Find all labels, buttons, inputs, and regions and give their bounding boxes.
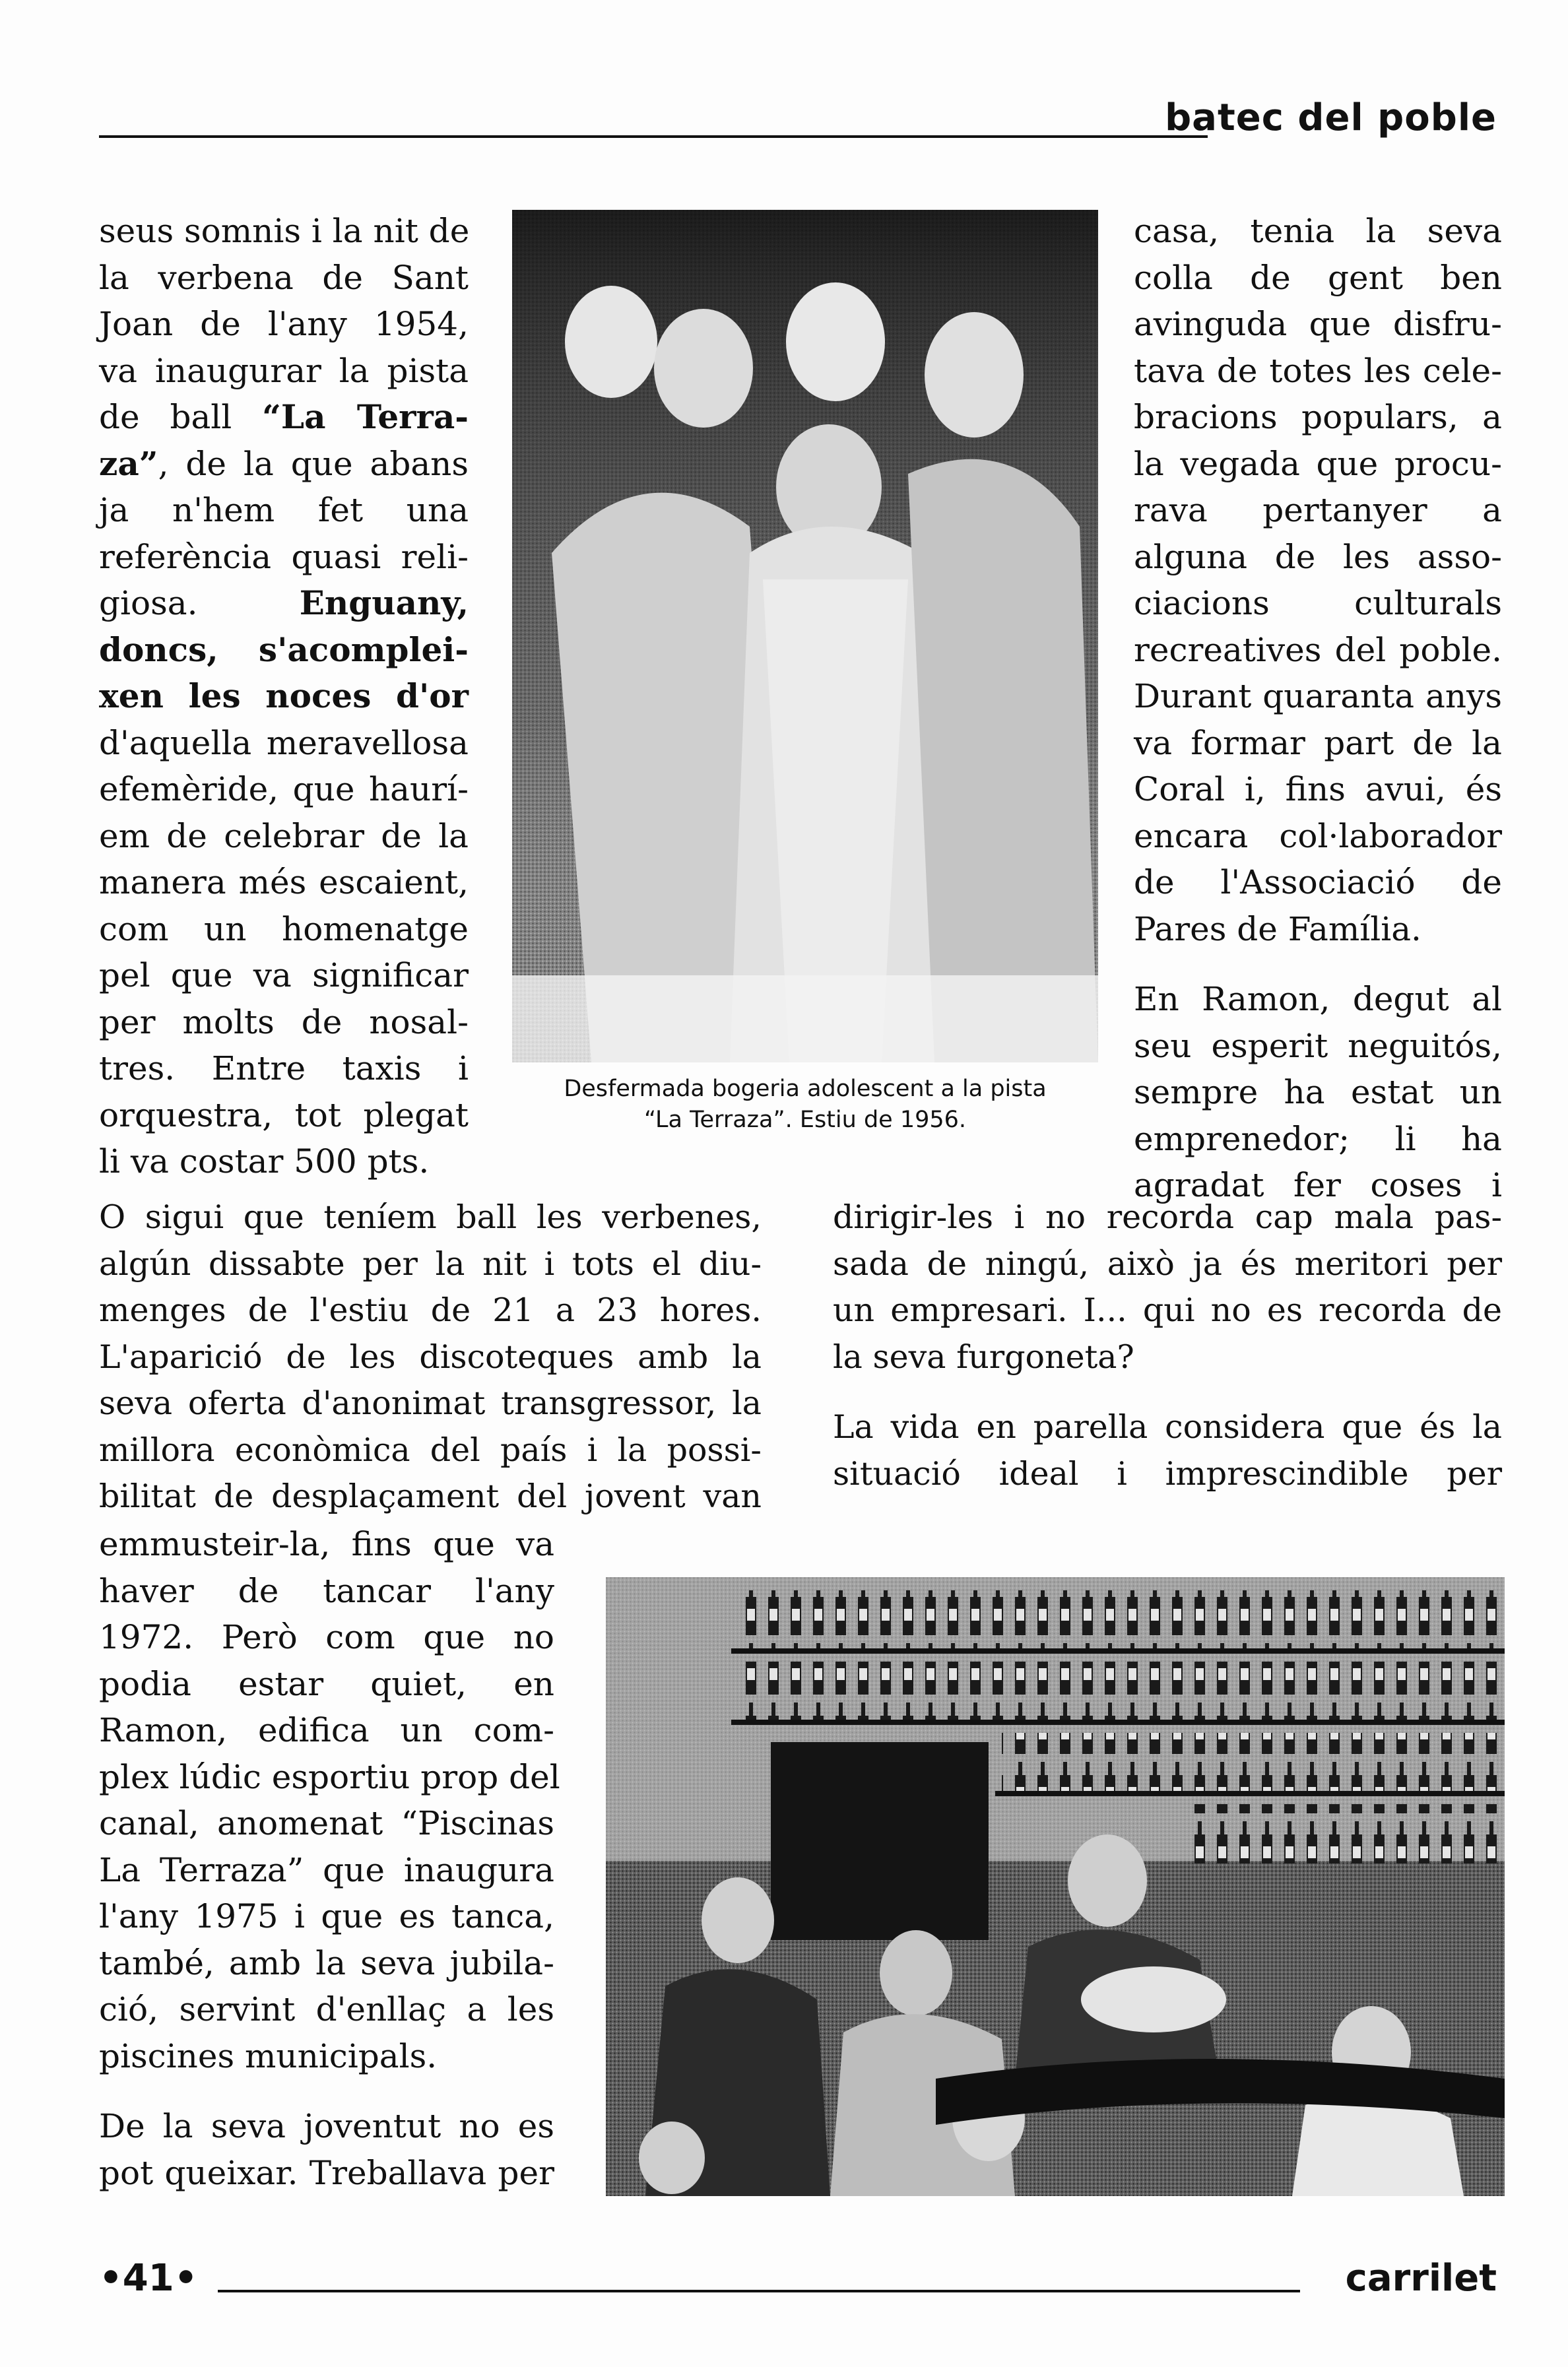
highlight-line: xen les noces d'or xyxy=(99,676,469,715)
text-line: algún dissabte per la nit i tots el diu- xyxy=(99,1245,762,1283)
text-line: En Ramon, degut al xyxy=(1134,980,1502,1018)
photo-bar-interior-image xyxy=(606,1577,1505,2196)
text-line: emprenedor; li ha xyxy=(1134,1119,1502,1158)
text-line: bracions populars, a xyxy=(1134,398,1502,436)
text-line: rava pertanyer a xyxy=(1134,491,1502,529)
text-line: va inaugurar la pista xyxy=(99,351,469,390)
text-column-left-bottom xyxy=(99,1521,560,2196)
magazine-name: carrilet xyxy=(1345,2257,1497,2300)
text-line: efemèride, que haurí- xyxy=(99,770,469,808)
text-line: com un homenatge xyxy=(99,909,469,948)
text-line: ja n'hem fet una xyxy=(99,491,469,529)
text-line xyxy=(99,580,469,627)
text-line: de l'Associació de xyxy=(1134,863,1502,901)
text-line: casa, tenia la seva xyxy=(1134,212,1502,250)
photo-dancing-youths xyxy=(512,210,1098,1062)
text-line: recreatives del poble. xyxy=(1134,630,1502,669)
text-line: seus somnis i la nit de xyxy=(99,212,470,250)
text-line: la vegada que procu- xyxy=(1134,444,1502,483)
caption-line: Desfermada bogeria adolescent a la pista xyxy=(564,1076,1047,1102)
text-line: ció, servint d'enllaç a les xyxy=(99,1990,554,2028)
footer-rule xyxy=(218,2290,1300,2292)
venue-name-bold: za” xyxy=(99,443,158,483)
text-line: dirigir-les i no recorda cap mala pas- xyxy=(833,1198,1502,1236)
text-column-right-mid xyxy=(833,1194,1502,1497)
text-line: la verbena de Sant xyxy=(99,258,469,297)
text-line: seva oferta d'anonimat transgressor, la xyxy=(99,1384,762,1422)
text-line: sempre ha estat un xyxy=(1134,1073,1502,1111)
text-line: referència quasi reli- xyxy=(99,537,469,576)
text-line: emmusteir-la, fins que va xyxy=(99,1525,554,1563)
text-line: menges de l'estiu de 21 a 23 hores. xyxy=(99,1291,762,1329)
text-line: va formar part de la xyxy=(1134,723,1502,762)
text-line: La vida en parella considera que és la xyxy=(833,1408,1502,1446)
text-line: 1972. Però com que no xyxy=(99,1618,554,1656)
photo-dancing-youths-image xyxy=(512,210,1098,1062)
text-line: colla de gent ben xyxy=(1134,258,1502,297)
text-line: Pares de Família. xyxy=(1134,909,1421,948)
text-column-right-top xyxy=(1134,208,1502,1209)
text-line: Ramon, edifica un com- xyxy=(99,1711,554,1749)
text-line: pel que va significar xyxy=(99,956,469,994)
text-line: alguna de les asso- xyxy=(1134,537,1502,576)
text-line: la seva furgoneta? xyxy=(833,1338,1134,1376)
text-line: situació ideal i imprescindible per xyxy=(833,1454,1502,1493)
text-line: piscines municipals. xyxy=(99,2036,438,2075)
text-line: Joan de l'any 1954, xyxy=(99,305,469,343)
text-line: L'aparició de les discoteques amb la xyxy=(99,1338,762,1376)
text-line: orquestra, tot plegat xyxy=(99,1095,469,1134)
paragraph-gap xyxy=(1134,952,1502,976)
text-line: De la seva joventut no es xyxy=(99,2107,554,2145)
text-line: bilitat de desplaçament del jovent van xyxy=(99,1477,762,1515)
text-line: d'aquella meravellosa xyxy=(99,723,469,762)
text-line: encara col·laborador xyxy=(1134,816,1502,855)
text-line: pot queixar. Treballava per xyxy=(99,2153,554,2192)
text-column-left-mid xyxy=(99,1194,762,1520)
text-line: La Terraza” que inaugura xyxy=(99,1850,554,1889)
page-number: •41• xyxy=(99,2257,198,2300)
text-line: sada de ningú, això ja és meritori per xyxy=(833,1245,1502,1283)
text-line: un empresari. I... qui no es recorda de xyxy=(833,1291,1502,1329)
text-line: agradat fer coses i xyxy=(1134,1166,1502,1204)
text-line: millora econòmica del país i la possi- xyxy=(99,1431,762,1469)
caption-line: “La Terraza”. Estiu de 1956. xyxy=(643,1107,967,1133)
text-line: Coral i, fins avui, és xyxy=(1134,770,1502,808)
text-line: em de celebrar de la xyxy=(99,816,469,855)
text-line: tres. Entre taxis i xyxy=(99,1049,469,1087)
highlight-bold: Enguany, xyxy=(299,583,469,622)
text-line: l'any 1975 i que es tanca, xyxy=(99,1897,554,1935)
text-line xyxy=(99,441,469,488)
paragraph-gap xyxy=(833,1380,1502,1404)
text-line: tava de totes les cele- xyxy=(1134,351,1502,390)
text-span: de ball xyxy=(99,398,232,436)
text-span: giosa. xyxy=(99,584,198,622)
text-line: per molts de nosal- xyxy=(99,1002,469,1041)
highlight-line: doncs, s'acomplei- xyxy=(99,630,469,669)
text-line: Durant quaranta anys xyxy=(1134,677,1502,715)
text-line: canal, anomenat “Piscinas xyxy=(99,1804,554,1842)
text-line: també, amb la seva jubila- xyxy=(99,1943,554,1982)
text-line: O sigui que teníem ball les verbenes, xyxy=(99,1198,762,1236)
text-line: haver de tancar l'any xyxy=(99,1571,554,1610)
venue-name-bold: “La Terra- xyxy=(262,397,469,436)
header-rule xyxy=(99,135,1208,138)
text-column-left-top xyxy=(99,208,469,1185)
text-span: , de la que abans xyxy=(158,444,469,483)
paragraph-gap xyxy=(99,2079,554,2103)
text-line: avinguda que disfru- xyxy=(1134,305,1502,343)
text-line: podia estar quiet, en xyxy=(99,1664,554,1703)
photo-caption xyxy=(475,1074,1135,1136)
text-line: ciacions culturals xyxy=(1134,584,1502,622)
section-title: batec del poble xyxy=(1165,96,1497,139)
photo-bar-interior xyxy=(606,1577,1505,2196)
text-line: seu esperit neguitós, xyxy=(1134,1026,1502,1065)
text-line xyxy=(99,394,469,441)
text-line: plex lúdic esportiu prop del xyxy=(99,1757,560,1796)
text-line: manera més escaient, xyxy=(99,863,469,901)
text-line: li va costar 500 pts. xyxy=(99,1142,430,1181)
